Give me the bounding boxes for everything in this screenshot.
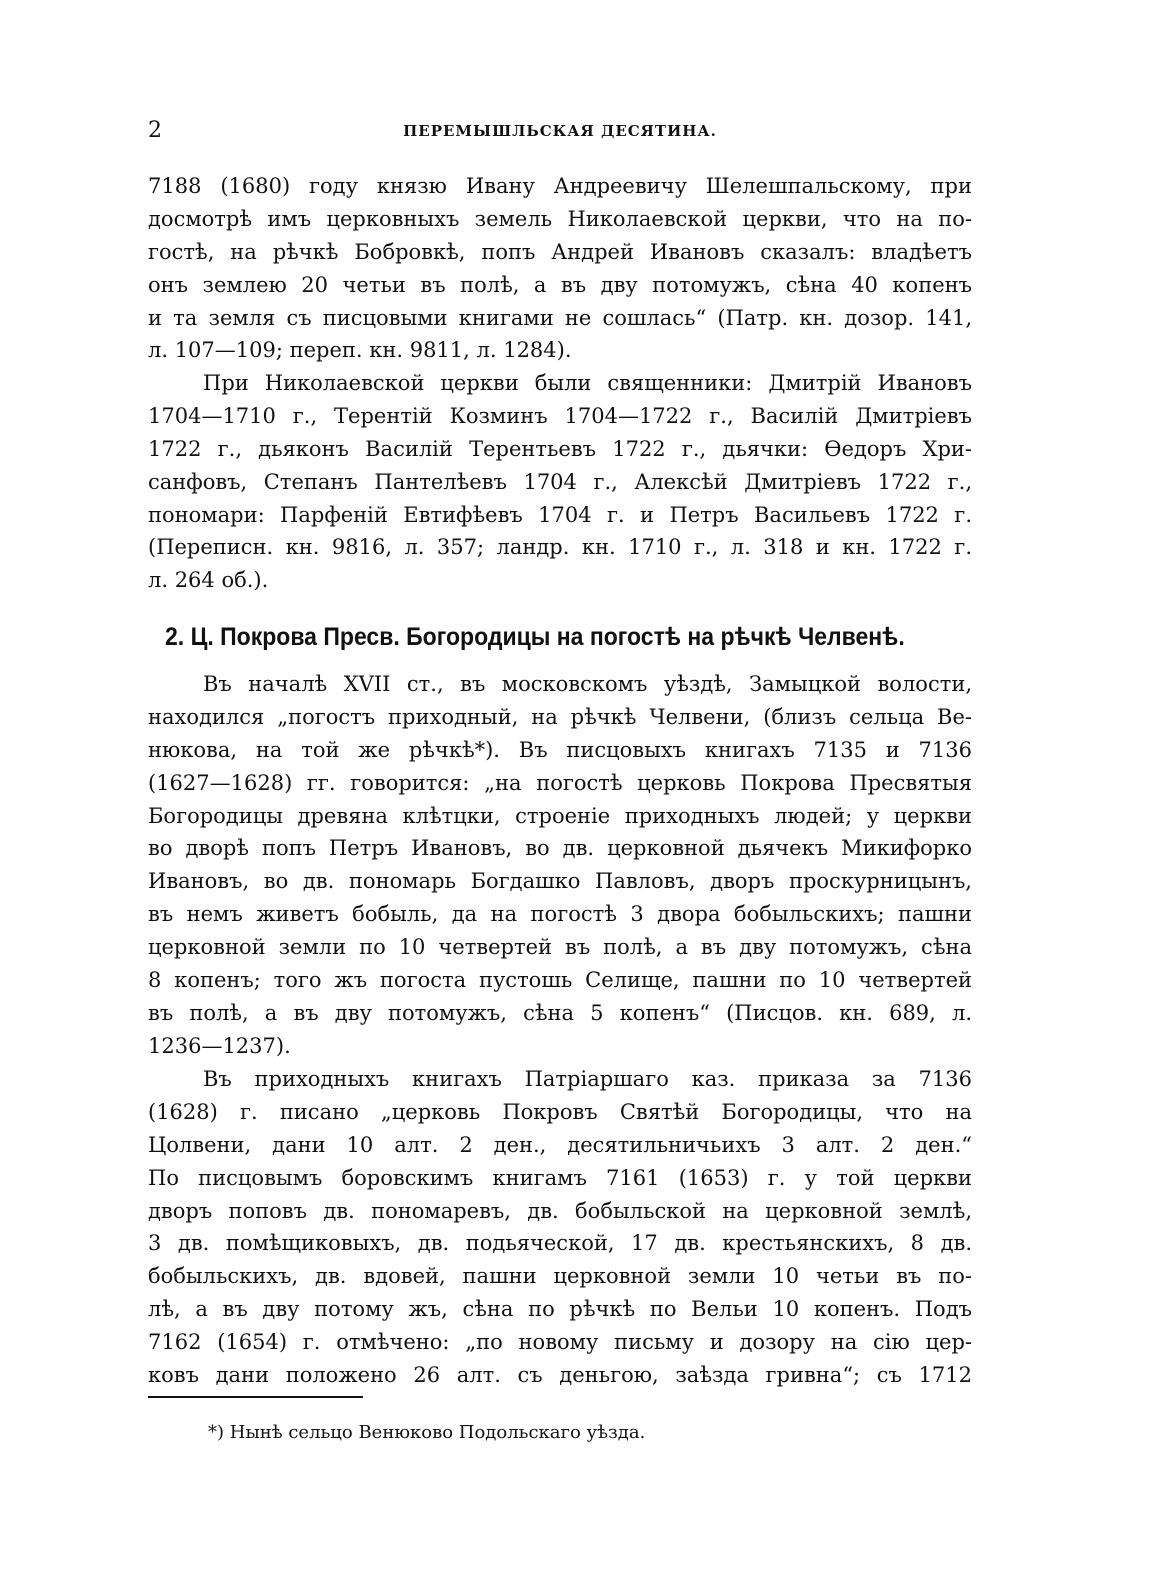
text-line: 3 дв. помѣщиковыхъ, дв. подьяческой, 17 дв. крестьянскихъ, 8 дв. (148, 1231, 972, 1256)
text-line: Ивановъ, во дв. пономарь Богдашко Павловъ, дворъ проскурницынъ, (148, 869, 972, 894)
text-line: (1627—1628) гг. говорится: „на погостѣ церковь Покрова Пресвятыя (148, 770, 972, 795)
footnote-divider (148, 1396, 363, 1398)
text-line: По писцовымъ боровскимъ книгамъ 7161 (1653) г. у той церкви (148, 1165, 972, 1190)
text-line: л. 107—109; переп. кн. 9811, л. 1284). (148, 338, 572, 363)
text-line: находился „погостъ приходный, на рѣчкѣ Челвени, (близъ сельца Ве- (148, 704, 972, 729)
text-line: (1628) г. писано „церковь Покровъ Святѣй Богородицы, что на (148, 1099, 972, 1124)
text-line: досмотрѣ имъ церковныхъ земель Николаевской церкви, что на по- (148, 206, 972, 231)
text-line: церковной земли по 10 четвертей въ полѣ, а въ дву потомужъ, сѣна (148, 935, 972, 960)
text-line: санфовъ, Степанъ Пантелѣевъ 1704 г., Алексѣй Дмитріевъ 1722 г., (148, 469, 972, 494)
paragraph-clergy-list (148, 367, 972, 597)
page-header (148, 117, 972, 145)
section-heading: 2. Ц. Покрова Пресв. Богородицы на погостѣ на рѣчкѣ Челвенѣ. (165, 623, 905, 651)
text-line: нюкова, на той же рѣчкѣ*). Въ писцовыхъ книгахъ 7135 и 7136 (148, 737, 972, 762)
page-number: 2 (148, 118, 162, 143)
paragraph-pokrov-church (148, 668, 972, 1063)
text-line: 8 копенъ; того жъ погоста пустошь Селище, пашни по 10 четвертей (148, 968, 972, 993)
text-line: (Переписн. кн. 9816, л. 357; ландр. кн. 1710 г., л. 318 и кн. 1722 г. (148, 535, 972, 560)
text-line: и та земля съ писцовыми книгами не сошлась“ (Патр. кн. дозор. 141, (148, 305, 972, 330)
text-line: во дворѣ попъ Петръ Ивановъ, во дв. церковной дьячекъ Микифорко (148, 836, 972, 861)
text-line: Въ началѣ XVII ст., въ московскомъ уѣздѣ, Замыцкой волости, (203, 672, 972, 696)
text-line: Въ приходныхъ книгахъ Патріаршаго каз. приказа за 7136 (203, 1067, 972, 1091)
text-line: въ немъ живетъ бобыль, да на погостѣ 3 двора бобыльскихъ; пашни (148, 902, 972, 927)
text-line: дворъ поповъ дв. пономаревъ, дв. бобыльской на церковной землѣ, (148, 1198, 972, 1223)
text-line: ковъ дани положено 26 алт. съ деньгою, заѣзда гривна“; съ 1712 (148, 1363, 972, 1388)
text-line: Цолвени, дани 10 алт. 2 ден., десятильничьихъ 3 алт. 2 ден.“ (148, 1132, 972, 1157)
text-line: въ полѣ, а въ дву потомужъ, сѣна 5 копенъ“ (Писцов. кн. 689, л. (148, 1000, 972, 1025)
text-line: л. 264 об.). (148, 568, 269, 593)
text-line: гостѣ, на рѣчкѣ Бобровкѣ, попъ Андрей Ивановъ сказалъ: владѣетъ (148, 239, 972, 264)
text-line: онъ землею 20 четьи въ полѣ, а въ дву потомужъ, сѣна 40 копенъ (148, 272, 972, 297)
text-line: Богородицы древяна клѣтцки, строеніе приходныхъ людей; у церкви (148, 803, 972, 828)
paragraph-income-books (148, 1063, 972, 1392)
running-title: ПЕРЕМЫШЛЬСКАЯ ДЕСЯТИНА. (403, 122, 717, 140)
text-line: 1722 г., дьяконъ Василій Терентьевъ 1722 г., дьячки: Ѳедоръ Хри- (148, 436, 972, 461)
text-line: При Николаевской церкви были священники: Дмитрій Ивановъ (203, 371, 972, 395)
text-line: лѣ, а въ дву потому жъ, сѣна по рѣчкѣ по Вельи 10 копенъ. Подъ (148, 1297, 972, 1322)
text-line: 7162 (1654) г. отмѣчено: „по новому письму и дозору на сію цер- (148, 1330, 972, 1355)
text-line: 1704—1710 г., Терентій Козминъ 1704—1722 г., Василій Дмитріевъ (148, 403, 972, 428)
text-line: 7188 (1680) году князю Ивану Андреевичу Шелешпальскому, при (148, 174, 972, 198)
text-line: бобыльскихъ, дв. вдовей, пашни церковной земли 10 четьи въ по- (148, 1264, 972, 1289)
text-line: пономари: Парфеній Евтифѣевъ 1704 г. и Петръ Васильевъ 1722 г. (148, 502, 972, 527)
text-line: 1236—1237). (148, 1033, 291, 1058)
paragraph-continued (148, 170, 972, 367)
footnote: *) Нынѣ сельцо Венюково Подольскаго уѣзда. (208, 1422, 646, 1443)
